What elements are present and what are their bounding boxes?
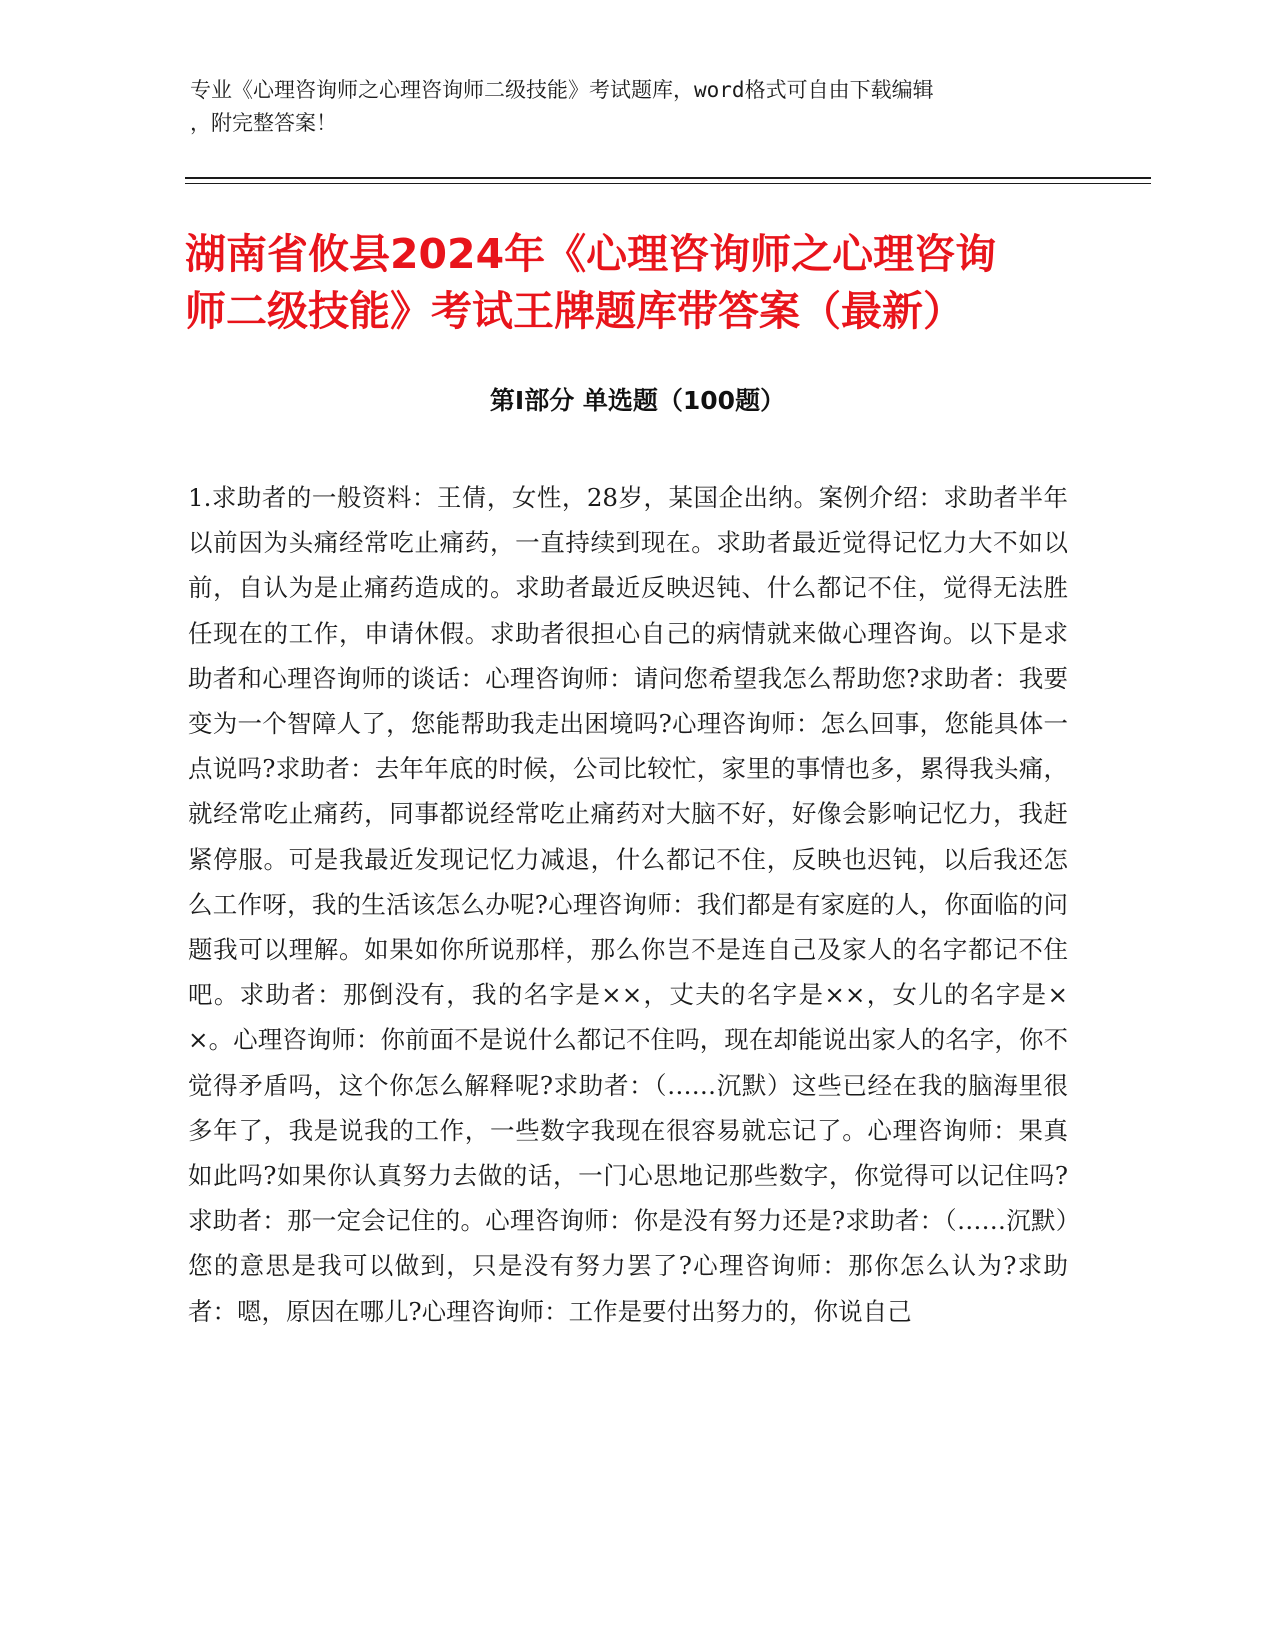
section-heading: 第Ⅰ部分 单选题（100题） [489, 386, 786, 415]
question-1: 1.求助者的一般资料：王倩，女性，28岁，某国企出纳。案例介绍：求助者半年以前因为头痛经常吃止痛药，一直持续到现在。求助者最近觉得记忆力大不如以前，自认为是止痛药造成的。求助者最近反映迟钝、什么都记不住，觉得无法胜任现在的工作，申请休假。求助者很担心自己的病情就来做心理咨询。以下是求助者和心理咨询师的谈话：心理咨询师：请问您希望我怎么帮助您?求助者：我要变为一个智障人了，您能帮助我走出困境吗?心理咨询师：怎么回事，您能具体一点说吗?求助者：去年年底的时候，公司比较忙，家里的事情也多，累得我头痛，就经常吃止痛药，同事都说经常吃止痛药对大脑不好，好像会影响记忆力，我赶紧停服。可是我最近发现记忆力减退，什么都记不住，反映也迟钝，以后我还怎么工作呀，我的生活该怎么办呢?心理咨询师：我们都是有家庭的人，你面临的问题我可以理解。如果如你所说那样，那么你岂不是连自己及家人的名字都记不住吧。求助者：那倒没有，我的名字是××，丈夫的名字是××，女儿的名字是××。心理咨询师：你前面不是说什么都记不住吗，现在却能说出家人的名字，你不觉得矛盾吗，这个你怎么解释呢?求助者：（……沉默）这些已经在我的脑海里很多年了，我是说我的工作，一些数字我现在很容易就忘记了。心理咨询师：果真如此吗?如果你认真努力去做的话，一门心思地记那些数字，你觉得可以记住吗?求助者：那一定会记住的。心理咨询师：你是没有努力还是?求助者：（……沉默）您的意思是我可以做到，只是没有努力罢了?心理咨询师：那你怎么认为?求助者：嗯，原因在哪儿?心理咨询师：工作是要付出努力的，你说自己 [188, 483, 1068, 1326]
document-title: 湖南省攸县2024年《心理咨询师之心理咨询 师二级技能》考试王牌题库带答案（最新） [185, 230, 997, 335]
header-divider-thin [185, 183, 1151, 184]
header-note: 专业《心理咨询师之心理咨询师二级技能》考试题库，word格式可自由下载编辑 ，附完整答案！ [190, 78, 934, 135]
header-divider-thick [185, 177, 1151, 179]
